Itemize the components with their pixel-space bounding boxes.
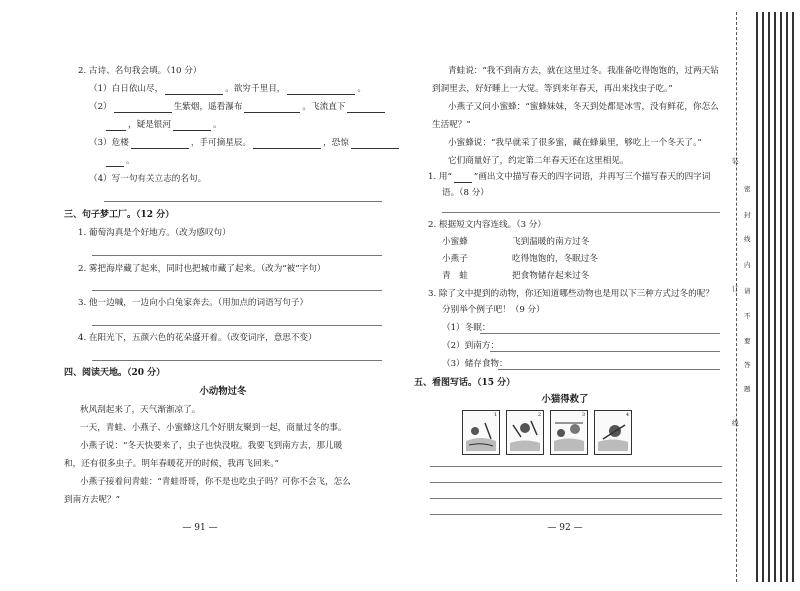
story-p4b: 到南方去呢？” [64, 495, 120, 505]
story-p3a: 小燕子说：“冬天快要来了，虫子也快没啦。我要飞到南方去，那儿暖 [80, 441, 343, 451]
writing-line [430, 466, 722, 467]
page-number-left: — 91 — [182, 523, 218, 533]
answer-line [92, 360, 382, 361]
answer-line [480, 333, 720, 334]
s3-q4: 4. 在阳光下，五颜六色的花朵盛开着。（改变词序，意思不变） [78, 333, 317, 343]
r-q3-line1: 3. 除了文中提到的动物，你还知道哪些动物也是用以下三种方式过冬的呢？ [428, 289, 714, 299]
match-right-1[interactable]: 飞到温暖的南方过冬 [512, 237, 590, 247]
match-right-3[interactable]: 把食物储存起来过冬 [512, 271, 590, 281]
answer-line [92, 255, 382, 256]
r-q3-line2: 分别举个例子吧！（9 分） [442, 305, 545, 315]
q2-line6: （4）写一句有关立志的名句。 [89, 174, 207, 184]
r-q3-3: （3）储存食物： [442, 359, 508, 369]
binding-top-mark: 装 [732, 157, 739, 165]
answer-line [442, 212, 720, 213]
r-q1-line2: 语。（8 分） [442, 188, 489, 198]
binding-char: 不 [744, 312, 751, 320]
picture-3: 3 [550, 410, 588, 455]
picture-4: 4 [594, 410, 632, 455]
match-right-2[interactable]: 吃得饱饱的，冬眠过冬 [512, 254, 598, 264]
binding-char: 要 [744, 337, 751, 345]
match-left-2[interactable]: 小燕子 [442, 254, 468, 264]
cut-line [736, 12, 737, 582]
picture-title: 小猫得救了 [541, 394, 589, 405]
s3-q3: 3. 他一边喊，一边向小白兔家奔去。（用加点的词语写句子） [78, 298, 309, 308]
binding-char: 题 [744, 385, 751, 393]
q2-line4: （3）危楼 ，手可摘星辰。 ，恐惊 [89, 138, 401, 149]
story-p5a: 青蛙说：“我不到南方去，就在这里过冬。我准备吃得饱饱的，过两天钻 [448, 66, 719, 76]
writing-line [430, 498, 722, 499]
answer-line [92, 325, 382, 326]
answer-line [92, 290, 382, 291]
q2-line2: （2） 生紫烟，遥看瀑布 。飞流直下 [89, 102, 387, 113]
r-q2: 2. 根据短文内容连线。（3 分） [428, 220, 546, 230]
writing-line [430, 482, 722, 483]
r-q3-2: （2）到南方： [442, 341, 500, 351]
story-p2: 一天，青蛙、小燕子、小蜜蜂这几个好朋友聚到一起，商量过冬的事。 [80, 423, 347, 433]
story-p3b: 和，还有很多虫子。明年春暖花开的时候，我再飞回来。” [64, 459, 279, 469]
binding-char: 请 [744, 287, 751, 295]
q2-line5: 。 [104, 156, 135, 167]
binding-char: 封 [744, 211, 751, 219]
match-left-1[interactable]: 小蜜蜂 [442, 237, 468, 247]
story-p5b: 到洞里去，好好睡上一大觉。等到来年春天，再出来找虫子吃。” [432, 84, 673, 94]
section-4-title: 四、阅读天地。（20 分） [64, 368, 166, 378]
section-5-title: 五、看图写话。（15 分） [414, 378, 516, 388]
q2-line3: ，疑是银河 。 [104, 120, 222, 131]
picture-1: 1 [462, 410, 500, 455]
s3-q2: 2. 雾把海岸藏了起来，同时也把城市藏了起来。（改为“被”字句） [78, 264, 326, 274]
section-3-title: 三、句子梦工厂。（12 分） [64, 210, 175, 220]
binding-bottom-mark: 线 [732, 419, 739, 427]
binding-margin [730, 0, 800, 591]
story-p1: 秋风刮起来了，天气渐渐凉了。 [80, 405, 201, 415]
s3-q1: 1. 葡萄沟真是个好地方。（改为感叹句） [78, 228, 231, 238]
binding-char: 答 [744, 361, 751, 369]
story-p7: 小蜜蜂说：“我早就采了很多蜜，藏在蜂巢里，够吃上一个冬天了。” [448, 138, 702, 148]
match-left-3[interactable]: 青 蛙 [442, 271, 468, 281]
binding-char: 密 [744, 185, 751, 193]
answer-line [104, 201, 382, 202]
binding-char: 内 [744, 261, 751, 269]
story-p6a: 小燕子又问小蜜蜂：“蜜蜂妹妹，冬天到处都是冰雪，没有鲜花，你怎么 [448, 102, 719, 112]
story-title: 小动物过冬 [199, 386, 247, 397]
binding-char: 线 [744, 235, 751, 243]
answer-line [490, 351, 720, 352]
binding-mid-mark: 订 [732, 285, 739, 293]
story-p8: 它们商量好了，约定第二年春天还在这里相见。 [448, 156, 629, 166]
picture-2: 2 [506, 410, 544, 455]
right-page [400, 0, 730, 591]
q2-line1: （1）白日依山尽， 。欲穷千里目， 。 [89, 84, 366, 94]
page-number-right: — 92 — [547, 523, 583, 533]
q2-title: 2. 古诗、名句我会填。（10 分） [78, 66, 202, 76]
story-p6b: 生活呢？” [432, 120, 471, 130]
story-p4a: 小燕子接着问青蛙：“青蛙哥哥，你不是也吃虫子吗？可你不会飞，怎么 [80, 477, 351, 487]
writing-line [430, 514, 722, 515]
answer-line [498, 369, 720, 370]
r-q3-1: （1）冬眠： [442, 323, 491, 333]
r-q1-line1: 1. 用“ ”画出文中描写春天的四字词语，并再写三个描写春天的四字词 [428, 172, 711, 182]
